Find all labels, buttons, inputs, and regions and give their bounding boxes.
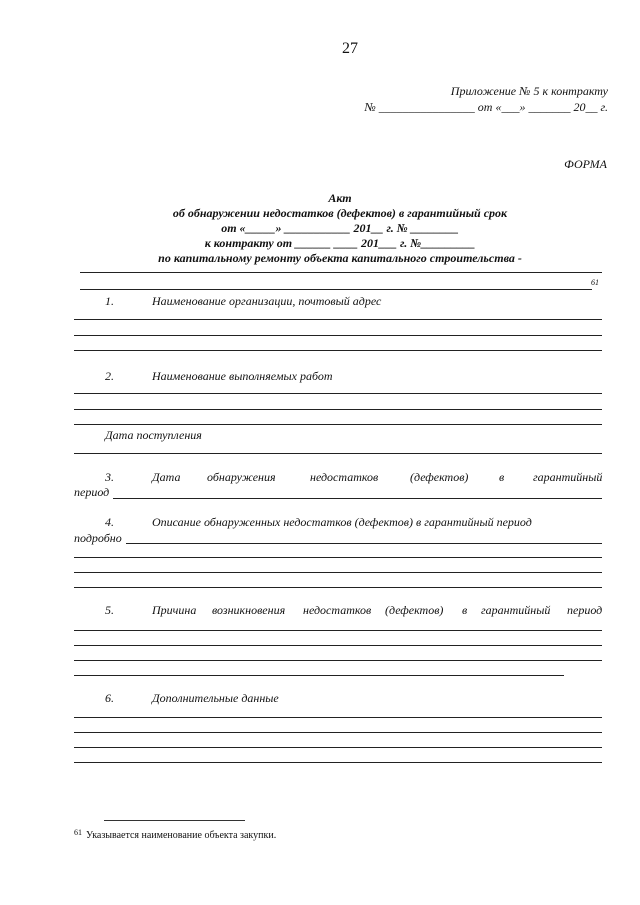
section-4-label: Описание обнаруженных недостатков (дефектов) в гарантийный период xyxy=(152,515,532,529)
section-1-line[interactable] xyxy=(74,335,602,336)
section-6-number: 6. xyxy=(105,691,114,705)
object-name-line-1[interactable] xyxy=(80,272,602,273)
section-2-number: 2. xyxy=(105,369,114,383)
section-5-word: в xyxy=(462,603,468,617)
section-4-number: 4. xyxy=(105,515,114,529)
section-3-word: в xyxy=(499,470,505,484)
section-6-label: Дополнительные данные xyxy=(152,691,279,705)
section-5-line[interactable] xyxy=(74,675,564,676)
section-5-number: 5. xyxy=(105,603,114,617)
section-1-label: Наименование организации, почтовый адрес xyxy=(152,294,382,308)
receipt-date-line[interactable] xyxy=(74,453,602,454)
section-5-line[interactable] xyxy=(74,645,602,646)
section-6-line[interactable] xyxy=(74,732,602,733)
footnote-text: Указывается наименование объекта закупки. xyxy=(86,830,277,841)
section-2-line[interactable] xyxy=(74,409,602,410)
section-1-line[interactable] xyxy=(74,319,602,320)
section-5-word: Причина xyxy=(152,603,197,617)
section-5-word: возникновения xyxy=(212,603,286,617)
footnote-ref: 61 xyxy=(591,278,599,287)
page-number: 27 xyxy=(342,40,358,57)
section-4-line[interactable] xyxy=(126,543,602,544)
act-subtitle: об обнаружении недостатков (дефектов) в гарантийный срок xyxy=(172,206,508,220)
section-3-continuation: период xyxy=(74,485,110,499)
section-5-word: (дефектов) xyxy=(385,603,444,617)
section-5-word: период xyxy=(567,603,603,617)
section-3-word: Дата xyxy=(152,470,181,484)
act-title: Акт xyxy=(328,191,352,205)
section-3-number: 3. xyxy=(105,470,114,484)
section-4-line[interactable] xyxy=(74,587,602,588)
section-3-word: гарантийный xyxy=(533,470,603,484)
section-2-line[interactable] xyxy=(74,393,602,394)
section-3-word: (дефектов) xyxy=(410,470,469,484)
object-name-line-2[interactable] xyxy=(80,289,592,290)
appendix-line-1: Приложение № 5 к контракту xyxy=(450,84,608,98)
section-5-word: гарантийный xyxy=(481,603,551,617)
section-1-line[interactable] xyxy=(74,350,602,351)
act-object-line: по капитальному ремонту объекта капитального строительства - xyxy=(158,251,522,265)
receipt-date-label: Дата поступления xyxy=(105,428,202,442)
footnote-separator xyxy=(104,820,245,821)
section-4-line[interactable] xyxy=(74,572,602,573)
section-2-line[interactable] xyxy=(74,424,602,425)
section-4-line[interactable] xyxy=(74,557,602,558)
form-label: ФОРМА xyxy=(564,157,607,171)
section-1-number: 1. xyxy=(105,294,114,308)
section-6-line[interactable] xyxy=(74,762,602,763)
section-5-line[interactable] xyxy=(74,660,602,661)
section-6-line[interactable] xyxy=(74,747,602,748)
section-2-label: Наименование выполняемых работ xyxy=(152,369,333,383)
footnote-number: 61 xyxy=(74,828,82,837)
act-contract-line: к контракту от ______ ____ 201___ г. №_________ xyxy=(204,236,476,250)
section-4-continuation: подробно xyxy=(74,531,122,545)
section-6-line[interactable] xyxy=(74,717,602,718)
section-5-word: недостатков xyxy=(303,603,372,617)
act-date-line: от «_____» ___________ 201__ г. № ________ xyxy=(221,221,459,235)
section-3-line[interactable] xyxy=(113,498,602,499)
section-3-word: недостатков xyxy=(310,470,379,484)
section-5-line[interactable] xyxy=(74,630,602,631)
section-3-word: обнаружения xyxy=(207,470,276,484)
appendix-line-2: № ________________ от «___» _______ 20__ г. xyxy=(364,100,608,114)
